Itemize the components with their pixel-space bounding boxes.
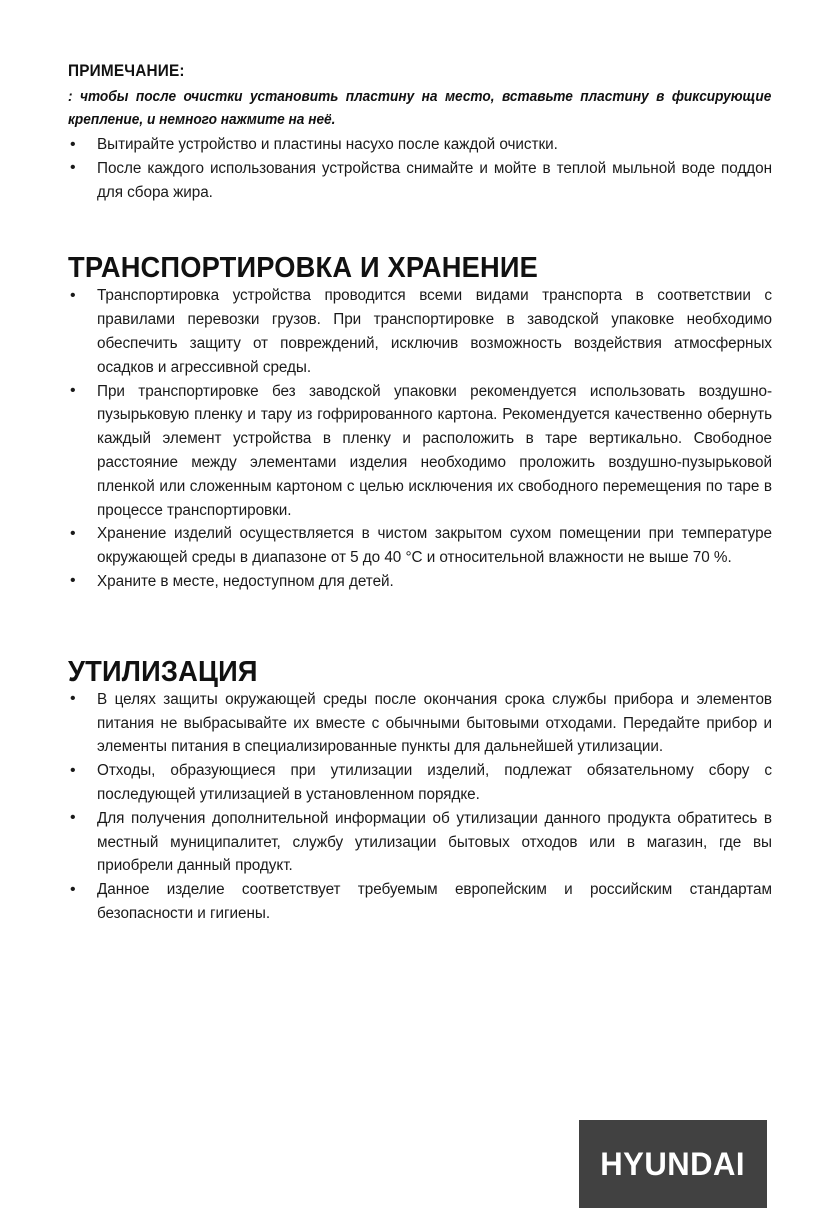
note-block: [68, 62, 772, 204]
note-body-text: : чтобы после очистки установить пластину на место, вставьте пластину в фиксирующие крепление, и немного нажмите на неё.: [68, 88, 772, 128]
list-item: • При транспортировке без заводской упаковки рекомендуется использовать воздушно-пузырьковую пленку и тару из гофрированного картона. Рекомендуется качественно обернуть каждый элемент устройства в пленку и расположить в таре вертикально. Свободное расстояние между элементами изделия необходимо проложить воздушно-пузырьковой пленкой или сложенным картоном с целью исключения их свободного перемещения по таре в процессе транспортировки.: [68, 380, 772, 523]
list-item: • Отходы, образующиеся при утилизации изделий, подлежат обязательному сбору с последующей утилизацией в установленном порядке.: [68, 759, 772, 807]
hyundai-logo-plate: [579, 1120, 767, 1208]
section-heading-disposal: УТИЛИЗАЦИЯ: [68, 655, 258, 688]
disposal-bullet-list: [68, 688, 772, 926]
section-heading-transport: ТРАНСПОРТИРОВКА И ХРАНЕНИЕ: [68, 252, 539, 285]
transport-storage-section: [68, 252, 772, 593]
note-bullet-list: [68, 133, 772, 204]
list-item: • Храните в месте, недоступном для детей.: [68, 570, 772, 594]
list-item: • В целях защиты окружающей среды после окончания срока службы прибора и элементов питания не выбрасывайте их вместе с обычными бытовыми отходами. Передайте прибор и элементы питания в специализированные пункты для дальнейшей утилизации.: [68, 688, 772, 759]
list-item: • Транспортировка устройства проводится всеми видами транспорта в соответствии с правилами перевозки грузов. При транспортировке в заводской упаковке необходимо обеспечить защиту от повреждений, исключив возможность воздействия атмосферных осадков и агрессивной среды.: [68, 284, 772, 379]
hyundai-wordmark: HYUNDAI: [600, 1146, 746, 1182]
list-item: • Для получения дополнительной информации об утилизации данного продукта обратитесь в местный муниципалитет, службу утилизации бытовых отходов или в магазин, где вы приобрели данный продукт.: [68, 807, 772, 878]
list-item: • После каждого использования устройства снимайте и мойте в теплой мыльной воде поддон для сбора жира.: [68, 157, 772, 205]
list-item: • Вытирайте устройство и пластины насухо после каждой очистки.: [68, 133, 772, 157]
disposal-section: [68, 656, 772, 926]
transport-bullet-list: [68, 284, 772, 593]
list-item: • Данное изделие соответствует требуемым европейским и российским стандартам безопасности и гигиены.: [68, 878, 772, 926]
list-item: • Хранение изделий осуществляется в чистом закрытом сухом помещении при температуре окружающей среды в диапазоне от 5 до 40 °C и относительной влажности не выше 70 %.: [68, 522, 772, 570]
page-content: [68, 62, 772, 926]
note-title: ПРИМЕЧАНИЕ:: [68, 62, 185, 80]
